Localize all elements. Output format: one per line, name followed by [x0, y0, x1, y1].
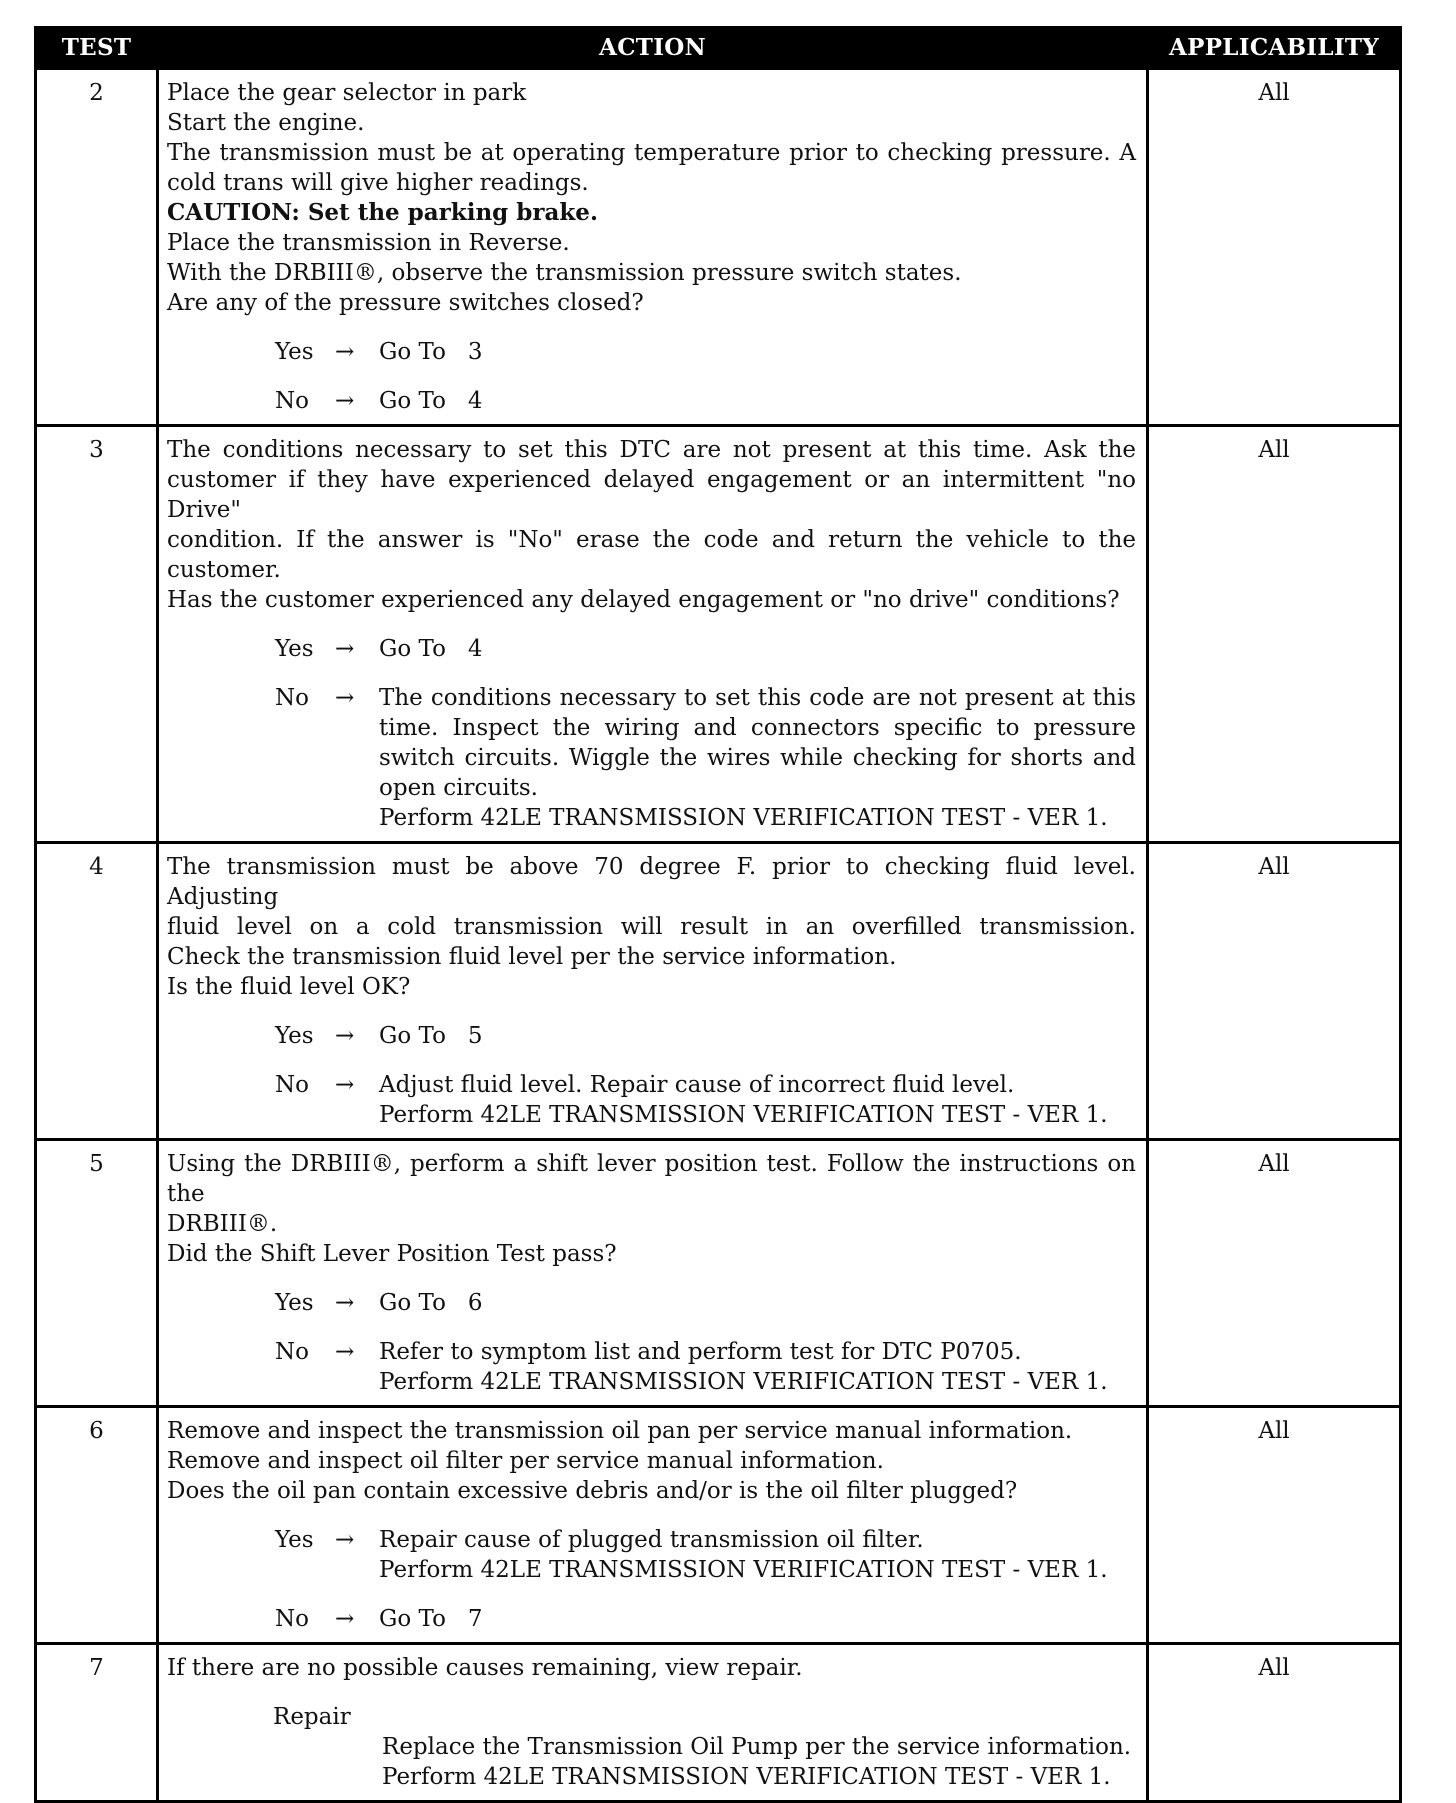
answer-yes: [167, 1525, 1136, 1585]
action-cell: [158, 426, 1148, 843]
table-row: [36, 1644, 1401, 1802]
result-line: Perform 42LE TRANSMISSION VERIFICATION TEST - VER 1.: [379, 1369, 1108, 1395]
test-number: 2: [36, 69, 158, 426]
action-line: Has the customer experienced any delayed engagement or "no drive" conditions?: [167, 587, 1120, 613]
answer-label: No: [275, 1072, 309, 1098]
answer-label: No: [275, 1339, 309, 1365]
table-row: [36, 843, 1401, 1140]
action-line: With the DRBIII®, observe the transmission pressure switch states.: [167, 260, 962, 286]
action-line: The transmission must be at operating temperature prior to checking pressure. A: [167, 140, 1136, 166]
result-line: Repair cause of plugged transmission oil filter.: [379, 1527, 924, 1553]
answer-yes: [167, 1021, 1136, 1051]
answer-no: [167, 683, 1136, 833]
result-line: time. Inspect the wiring and connectors specific to pressure: [379, 715, 1136, 741]
action-line: The conditions necessary to set this DTC are not present at this time. Ask the: [167, 437, 1136, 463]
test-number: 6: [36, 1407, 158, 1644]
right-arrow-icon: →: [335, 685, 355, 711]
action-line: Remove and inspect oil filter per service manual information.: [167, 1448, 884, 1474]
table-row: [36, 426, 1401, 843]
result-line: Perform 42LE TRANSMISSION VERIFICATION TEST - VER 1.: [379, 1557, 1108, 1583]
answer-no: [167, 1070, 1136, 1130]
table-row: [36, 1140, 1401, 1407]
result-line: Go To 4: [379, 388, 483, 414]
action-line: Did the Shift Lever Position Test pass?: [167, 1241, 617, 1267]
right-arrow-icon: →: [335, 1290, 355, 1316]
answer-result: [379, 386, 1136, 416]
repair-text: [382, 1732, 1136, 1792]
result-line: Perform 42LE TRANSMISSION VERIFICATION TEST - VER 1.: [379, 805, 1108, 831]
action-cell: [158, 1407, 1148, 1644]
applicability-value: All: [1148, 426, 1401, 843]
answer-label: Yes: [275, 339, 314, 365]
result-line: Adjust fluid level. Repair cause of incorrect fluid level.: [379, 1072, 1015, 1098]
right-arrow-icon: →: [335, 1023, 355, 1049]
answer-label: Yes: [275, 1023, 314, 1049]
repair-block: [167, 1702, 1136, 1792]
test-number: 5: [36, 1140, 158, 1407]
action-cell: [158, 1140, 1148, 1407]
applicability-value: All: [1148, 843, 1401, 1140]
right-arrow-icon: →: [335, 1339, 355, 1365]
result-line: Go To 7: [379, 1606, 483, 1632]
result-line: Go To 4: [379, 636, 483, 662]
answer-result: [379, 1604, 1136, 1634]
action-line: If there are no possible causes remaining, view repair.: [167, 1655, 803, 1681]
table-body: [36, 69, 1401, 1802]
action-line: fluid level on a cold transmission will result in an overfilled transmission.: [167, 914, 1136, 940]
table-row: [36, 69, 1401, 426]
result-line: Go To 5: [379, 1023, 483, 1049]
applicability-value: All: [1148, 1407, 1401, 1644]
answer-result: [379, 683, 1136, 833]
answer-no: [167, 1604, 1136, 1634]
right-arrow-icon: →: [335, 1072, 355, 1098]
right-arrow-icon: →: [335, 1606, 355, 1632]
action-cell: [158, 69, 1148, 426]
answer-no: [167, 1337, 1136, 1397]
result-line: The conditions necessary to set this code are not present at this: [379, 685, 1136, 711]
answer-result: [379, 1021, 1136, 1051]
action-line: The transmission must be above 70 degree F. prior to checking fluid level. Adjusting: [167, 854, 1136, 910]
result-line: switch circuits. Wiggle the wires while checking for shorts and: [379, 745, 1136, 771]
answer-label: No: [275, 1606, 309, 1632]
answer-result: [379, 1288, 1136, 1318]
action-line: Start the engine.: [167, 110, 365, 136]
caution-text: CAUTION: Set the parking brake.: [167, 199, 598, 226]
action-line: condition. If the answer is "No" erase the code and return the vehicle to the customer.: [167, 527, 1136, 583]
action-line: customer if they have experienced delayed engagement or an intermittent "no Drive": [167, 467, 1136, 523]
header-action: ACTION: [158, 28, 1148, 69]
result-line: Go To 6: [379, 1290, 483, 1316]
action-line: Check the transmission fluid level per the service information.: [167, 944, 897, 970]
action-line: Remove and inspect the transmission oil pan per service manual information.: [167, 1418, 1073, 1444]
repair-line: Perform 42LE TRANSMISSION VERIFICATION TEST - VER 1.: [382, 1764, 1111, 1790]
applicability-value: All: [1148, 1140, 1401, 1407]
result-line: Perform 42LE TRANSMISSION VERIFICATION TEST - VER 1.: [379, 1102, 1108, 1128]
answer-label: Yes: [275, 1290, 314, 1316]
answer-label: No: [275, 685, 309, 711]
answer-label: Yes: [275, 636, 314, 662]
action-line: Is the fluid level OK?: [167, 974, 411, 1000]
table-header-row: [36, 28, 1401, 69]
answer-yes: [167, 337, 1136, 367]
answer-result: [379, 1337, 1136, 1397]
repair-label: Repair: [273, 1704, 351, 1730]
answer-result: [379, 1525, 1136, 1585]
diagnostic-test-table: [34, 26, 1402, 1803]
repair-line: Replace the Transmission Oil Pump per the service information.: [382, 1734, 1132, 1760]
action-cell: [158, 1644, 1148, 1802]
answer-no: [167, 386, 1136, 416]
applicability-value: All: [1148, 1644, 1401, 1802]
result-line: open circuits.: [379, 775, 538, 801]
answer-label: Yes: [275, 1527, 314, 1553]
action-line: cold trans will give higher readings.: [167, 170, 589, 196]
action-line: Place the transmission in Reverse.: [167, 230, 570, 256]
test-number: 3: [36, 426, 158, 843]
answer-result: [379, 634, 1136, 664]
right-arrow-icon: →: [335, 388, 355, 414]
right-arrow-icon: →: [335, 339, 355, 365]
answer-label: No: [275, 388, 309, 414]
action-line: Are any of the pressure switches closed?: [167, 290, 644, 316]
header-test: TEST: [36, 28, 158, 69]
result-line: Go To 3: [379, 339, 483, 365]
result-line: Refer to symptom list and perform test for DTC P0705.: [379, 1339, 1022, 1365]
right-arrow-icon: →: [335, 1527, 355, 1553]
applicability-value: All: [1148, 69, 1401, 426]
right-arrow-icon: →: [335, 636, 355, 662]
action-cell: [158, 843, 1148, 1140]
table-row: [36, 1407, 1401, 1644]
action-line: Place the gear selector in park: [167, 80, 527, 106]
header-applicability: APPLICABILITY: [1148, 28, 1401, 69]
answer-result: [379, 337, 1136, 367]
answer-yes: [167, 634, 1136, 664]
test-number: 7: [36, 1644, 158, 1802]
answer-yes: [167, 1288, 1136, 1318]
action-line: Does the oil pan contain excessive debris and/or is the oil filter plugged?: [167, 1478, 1018, 1504]
action-line: DRBIII®.: [167, 1211, 278, 1237]
action-line: Using the DRBIII®, perform a shift lever position test. Follow the instructions on the: [167, 1151, 1136, 1207]
answer-result: [379, 1070, 1136, 1130]
test-number: 4: [36, 843, 158, 1140]
